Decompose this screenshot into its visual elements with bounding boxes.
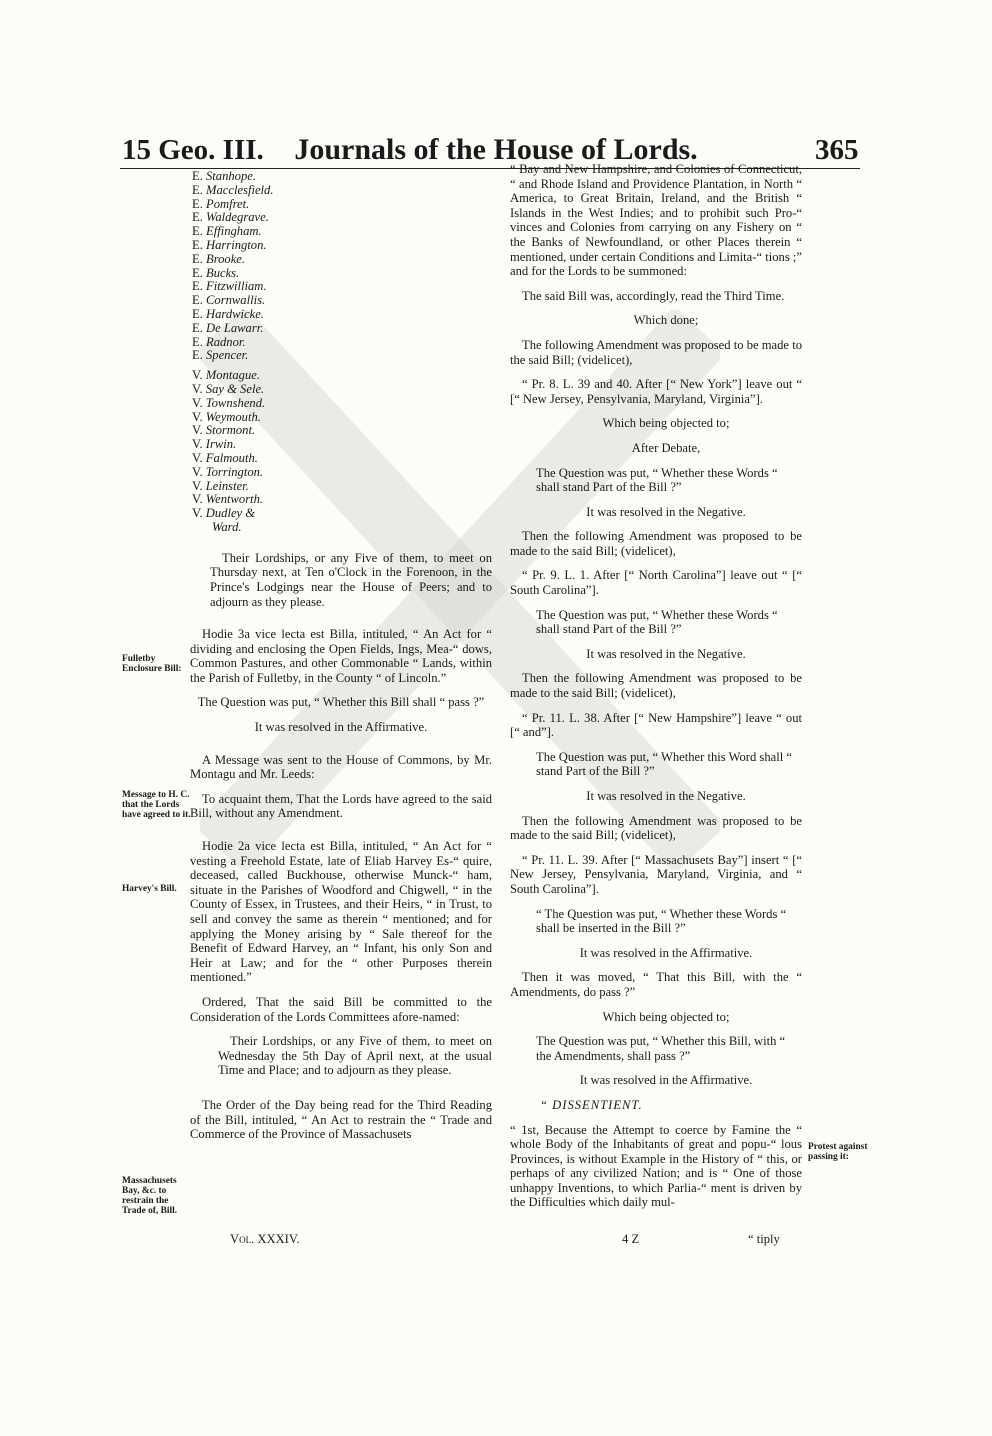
question-4: “ The Question was put, “ Whether these Words “ shall be inserted in the Bill ?” — [536, 906, 787, 936]
message-to-commons: A Message was sent to the House of Commons, by Mr. Montagu and Mr. Leeds: — [190, 752, 492, 782]
peer-title: E. — [192, 265, 203, 280]
peer-name: Irwin. — [205, 437, 237, 452]
objected-1: Which being objected to; — [602, 416, 730, 431]
earls-entry — [192, 239, 492, 253]
earls-entry — [192, 198, 492, 212]
peer-name: Dudley & — [205, 506, 256, 521]
peer-name: Harrington. — [206, 237, 267, 252]
peer-name: Spencer. — [206, 348, 249, 363]
peer-title: E. — [192, 293, 203, 308]
peer-name: Wentworth. — [205, 492, 264, 507]
peer-title: E. — [192, 251, 203, 266]
earls-entry — [192, 211, 492, 225]
result-4: It was resolved in the Affirmative. — [579, 945, 753, 960]
earls-entry — [192, 336, 492, 350]
peer-name: Townshend. — [205, 395, 266, 410]
peer-name: Bucks. — [206, 265, 240, 280]
right-column — [510, 162, 802, 1210]
order-of-day: The Order of the Day being read for the Third Reading of the Bill, intituled, “ An Act to restrain the “ Trade and Commerce of the Province of Massachusets — [190, 1097, 492, 1142]
peer-title: V. — [192, 381, 203, 396]
left-column — [190, 170, 492, 1142]
earls-entry — [192, 184, 492, 198]
journal-title: Journals of the House of Lords. — [294, 133, 698, 166]
question-2: The Question was put, “ Whether these Words “ shall stand Part of the Bill ?” — [536, 607, 778, 637]
viscounts-entry — [192, 493, 492, 507]
peer-title: V. — [192, 450, 203, 465]
which-done: Which done; — [633, 313, 699, 328]
peer-title: V. — [192, 423, 203, 438]
third-reading: The said Bill was, accordingly, read the Third Time. — [522, 288, 785, 303]
earls-entry — [192, 225, 492, 239]
viscounts-entry — [192, 369, 492, 383]
peer-name: Falmouth. — [205, 450, 258, 465]
peer-name: Leinster. — [205, 478, 249, 493]
viscounts-entry — [192, 383, 492, 397]
peer-title: E. — [192, 348, 203, 363]
question-3: The Question was put, “ Whether this Word shall “ stand Part of the Bill ?” — [536, 749, 792, 779]
peer-title: E. — [192, 306, 203, 321]
peer-title: E. — [192, 224, 203, 239]
viscounts-entry — [192, 452, 492, 466]
earls-entry — [192, 253, 492, 267]
peer-name: Stanhope. — [206, 169, 257, 183]
regnal-year: 15 Geo. III. — [122, 134, 264, 166]
peer-title: E. — [192, 320, 203, 335]
peer-title: E. — [192, 237, 203, 252]
peer-title: V. — [192, 492, 203, 507]
viscounts-entry — [192, 480, 492, 494]
committee-meeting: Their Lordships, or any Five of them, to meet on Thursday next, at Ten o'Clock in the Forenoon, in the Prince's Lodgings near the House of Peers; and to adjourn as they please. — [210, 550, 492, 609]
catchword: “ tiply — [748, 1232, 780, 1246]
viscounts-list — [190, 369, 492, 535]
fulletby-bill-entry: Hodie 3a vice lecta est Billa, intituled, “ An Act for “ dividing and enclosing the Open Fields, Ings, Mea-“ dows, Common Pastures, and other Commonable “ Lands, within the Parish of Fulletby, in the County “ of Lincoln.” — [190, 627, 492, 685]
earls-entry — [192, 267, 492, 281]
result-5: It was resolved in the Affirmative. — [579, 1073, 753, 1088]
viscounts-entry — [192, 424, 492, 438]
peer-name: Ward. — [212, 519, 242, 534]
margin-protest: Protest against passing it: — [808, 1142, 868, 1162]
amendment-4: “ Pr. 11. L. 39. After [“ Massachusets Bay”] insert “ [“ New Jersey, Pensylvania, Maryland, Virginia, and “ South Carolina”]. — [510, 852, 802, 896]
objected-2: Which being objected to; — [602, 1009, 730, 1024]
peer-name: Fitzwilliam. — [206, 279, 267, 294]
motion-to-pass: Then it was moved, “ That this Bill, with the “ Amendments, do pass ?” — [510, 970, 802, 999]
peer-name: Stormont. — [205, 423, 256, 438]
peer-title: V. — [192, 437, 203, 452]
margin-fulletby: Fulletby Enclosure Bill: — [122, 654, 182, 674]
peer-title: V. — [192, 409, 203, 424]
volume-label: Vol. XXXIV. — [230, 1232, 300, 1246]
page-number: 365 — [815, 134, 859, 166]
committee-meeting-2: Their Lordships, or any Five of them, to meet on Wednesday the 5th Day of April next, at the usual Time and Place; and to adjourn as they please. — [218, 1034, 492, 1078]
result-3: It was resolved in the Negative. — [586, 789, 746, 803]
peer-title: V. — [192, 464, 203, 479]
peer-title: E. — [192, 196, 203, 211]
peer-name: Weymouth. — [205, 409, 261, 424]
peer-name: Cornwallis. — [206, 293, 266, 308]
earls-list — [190, 170, 492, 363]
peer-name: Hardwicke. — [206, 306, 264, 321]
peer-title: E. — [192, 169, 203, 183]
peer-title: E. — [192, 279, 203, 294]
earls-entry — [192, 280, 492, 294]
protest-reason-1: “ 1st, Because the Attempt to coerce by Famine the “ whole Body of the Inhabitants of great and popu-“ lous Provinces, is without Example in the History of “ this, or perhaps of any civilized Nation; and is “ One of those unhappy Inventions, to which Parlia-“ ment is driven by the Difficulties which daily mul- — [510, 1122, 802, 1210]
amendment-4-intro: Then the following Amendment was proposed to be made to the said Bill; (videlicet), — [510, 813, 802, 843]
peer-name: Radnor. — [206, 334, 246, 349]
peer-title: V. — [192, 395, 203, 410]
peer-name: Say & Sele. — [205, 381, 265, 396]
peer-name: Montague. — [205, 368, 260, 383]
peer-name: Torrington. — [205, 464, 264, 479]
peer-name: Waldegrave. — [206, 210, 269, 225]
result-1: It was resolved in the Negative. — [586, 504, 746, 519]
result-2: It was resolved in the Negative. — [586, 646, 746, 661]
peer-title: E. — [192, 182, 203, 197]
amendment-2: “ Pr. 9. L. 1. After [“ North Carolina”] leave out “ [“ South Carolina”]. — [510, 568, 802, 598]
acquaint-commons: To acquaint them, That the Lords have agreed to the said Bill, without any Amendment. — [190, 791, 492, 821]
peer-title: E. — [192, 210, 203, 225]
peer-name: De Lawarr. — [206, 320, 264, 335]
peer-title: E. — [192, 334, 203, 349]
amendment-2-intro: Then the following Amendment was proposed to be made to the said Bill; (videlicet), — [510, 529, 802, 558]
amendment-3-intro: Then the following Amendment was proposed to be made to the said Bill; (videlicet), — [510, 671, 802, 701]
margin-harvey: Harvey's Bill. — [122, 884, 177, 894]
amendment-3: “ Pr. 11. L. 38. After [“ New Hampshire”] leave “ out [“ and”]. — [510, 710, 802, 740]
signature-mark: 4 Z — [622, 1232, 640, 1246]
viscounts-entry — [192, 438, 492, 452]
peer-name: Pomfret. — [206, 196, 250, 211]
bill-continued: “ Bay and New Hampshire, and Colonies of Connecticut, “ and Rhode Island and Providence Plantation, in North “ America, to Great Britain, Ireland, and the British “ Islands in the West Indies; and to prohibit such Pro-“ vinces and Colonies from carrying on any Fishery on “ the Banks of Newfoundland, or other Places therein “ mentioned, under certain Conditions and Limita-“ tions ;” and for the Lords to be summoned: — [510, 162, 802, 279]
peer-title: V. — [192, 368, 203, 383]
question-1: The Question was put, “ Whether these Words “ shall stand Part of the Bill ?” — [536, 465, 778, 495]
viscounts-entry — [192, 521, 492, 535]
peer-title: V. — [192, 478, 203, 493]
question-5: The Question was put, “ Whether this Bill, with “ the Amendments, shall pass ?” — [536, 1034, 786, 1063]
viscounts-entry — [192, 507, 492, 521]
earls-entry — [192, 349, 492, 363]
dissentient-heading: “ DISSENTIENT. — [540, 1097, 643, 1112]
fulletby-result: It was resolved in the Affirmative. — [254, 720, 428, 735]
viscounts-entry — [192, 466, 492, 480]
earls-entry — [192, 294, 492, 308]
after-debate: After Debate, — [631, 440, 701, 455]
earls-entry — [192, 170, 492, 184]
margin-massachusets: Massachusets Bay, &c. to restrain the Trade of, Bill. — [122, 1176, 178, 1216]
amendment-1: “ Pr. 8. L. 39 and 40. After [“ New York”] leave out “ [“ New Jersey, Pensylvania, Maryland, Virginia”]. — [510, 377, 802, 406]
peer-name: Effingham. — [206, 224, 262, 239]
margin-message: Message to H. C. that the Lords have agreed to it. — [122, 790, 191, 820]
ordered-committed: Ordered, That the said Bill be committed to the Consideration of the Lords Committees afore-named: — [190, 994, 492, 1024]
viscounts-entry — [192, 411, 492, 425]
amendment-1-intro: The following Amendment was proposed to be made to the said Bill; (videlicet), — [510, 337, 802, 367]
peer-name: Macclesfield. — [206, 182, 274, 197]
harvey-bill-entry: Hodie 2a vice lecta est Billa, intituled, “ An Act for “ vesting a Freehold Estate, late of Eliab Harvey Es-“ quire, deceased, called Buckhouse, otherwise Munck-“ ham, situate in the Parishes of Woodford and Chigwell, “ in the County of Essex, in Trustees, and their Heirs, “ in Trust, to sell and convey the same as therein “ mentioned; and for applying the Money arising by “ Sale thereof for the Benefit of Edward Harvey, an “ Infant, his only Son and Heir at Law; and for the “ other Purposes therein mentioned.” — [190, 839, 492, 985]
peer-name: Brooke. — [206, 251, 246, 266]
earls-entry — [192, 308, 492, 322]
peer-title: V. — [192, 506, 203, 521]
viscounts-entry — [192, 397, 492, 411]
fulletby-question: The Question was put, “ Whether this Bill shall “ pass ?” — [197, 695, 485, 710]
earls-entry — [192, 322, 492, 336]
